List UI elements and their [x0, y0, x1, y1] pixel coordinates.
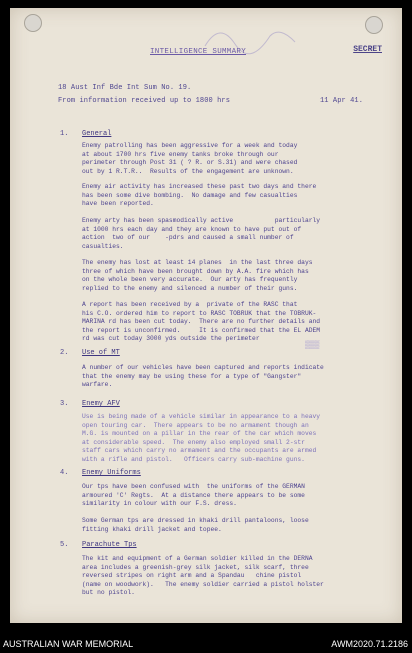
section-number: 3.	[60, 400, 69, 408]
section-paragraph: The enemy has lost at least 14 planes in the last three days three of which have been brought down by A.A. fire which has on the whole been very accurate. Our arty has frequently replied to the enemy and silenced a number of their guns.	[82, 259, 313, 292]
document-title: INTELLIGENCE SUMMARY	[150, 48, 247, 56]
section-number: 5.	[60, 541, 69, 549]
section-number: 1.	[60, 130, 69, 138]
section-paragraph: A number of our vehicles have been captured and reports indicate that the enemy may be using these for a type of "Gangster" warfare.	[82, 364, 324, 389]
from-line: From information received up to 1800 hrs	[58, 97, 231, 105]
section-heading: General	[82, 130, 112, 138]
pin-hole-icon	[24, 14, 42, 32]
document-page	[10, 8, 402, 623]
section-heading: Enemy AFV	[82, 400, 120, 408]
section-paragraph: The kit and equipment of a German soldier killed in the DERNA area includes a greenish-grey silk jacket, silk scarf, three reversed stripes on right arm and a Spandau chine pistol (name on woodwork). The enemy soldier carried a pistol holster but no pistol.	[82, 555, 324, 597]
section-heading: Use of MT	[82, 349, 120, 357]
section-paragraph: Use is being made of a vehicle similar in appearance to a heavy open touring car. There appears to be no armament though an M.G. is mounted on a pillar in the rear of the car which moves at considerable speed. The enemy also employed small 2-str staff cars which carry no armament and the occupants are armed with a rifle and pistol. Officers carry sub-machine guns.	[82, 413, 321, 463]
archive-footer	[0, 636, 412, 653]
section-paragraph: Enemy patrolling has been aggressive for a week and today at about 1700 hrs five enemy tanks broke through our perimeter through Post 31 ( ? R. or S.31) and were chased out by 1 R.T.R.. Results of the engagement are unknown.	[82, 142, 298, 175]
footer-institution: AUSTRALIAN WAR MEMORIAL	[3, 639, 134, 649]
section-number: 4.	[60, 469, 69, 477]
unit-line: 18 Aust Inf Bde Int Sum No. 19.	[58, 84, 192, 92]
section-paragraph: Our tps have been confused with the uniforms of the GERMAN armoured 'C' Regts. At a distance there appears to be some similarity in colour with our F.S. dress.	[82, 483, 305, 508]
stamp-mark-icon: ▒▒▒	[305, 341, 320, 350]
section-paragraph: Some German tps are dressed in khaki drill pantaloons, loose fitting khaki drill jacket and topee.	[82, 517, 309, 533]
section-heading: Parachute Tps	[82, 541, 137, 549]
section-paragraph: Enemy arty has been spasmodically active particularly at 1000 hrs each day and they are known to have put out of action two of our -pdrs and caused a small number of casualties.	[82, 217, 321, 250]
section-paragraph: Enemy air activity has increased these past two days and there has been some dive bombing. No damage and few casualties have been reported.	[82, 183, 317, 208]
footer-accession-number: AWM2020.71.2186	[331, 639, 408, 649]
section-number: 2.	[60, 349, 69, 357]
pin-hole-icon	[365, 16, 383, 34]
classification-label: SECRET	[353, 45, 382, 54]
date-line: 11 Apr 41.	[320, 97, 364, 105]
section-heading: Enemy Uniforms	[82, 469, 141, 477]
section-paragraph: A report has been received by a private of the RASC that his C.O. ordered him to report to RASC TOBRUK that the TOBRUK- MARINA rd has been cut today. There are no further details and the report is unconfirmed. It is confirmed that the EL ADEM rd was cut today 3000 yds outside the perimeter	[82, 301, 321, 343]
